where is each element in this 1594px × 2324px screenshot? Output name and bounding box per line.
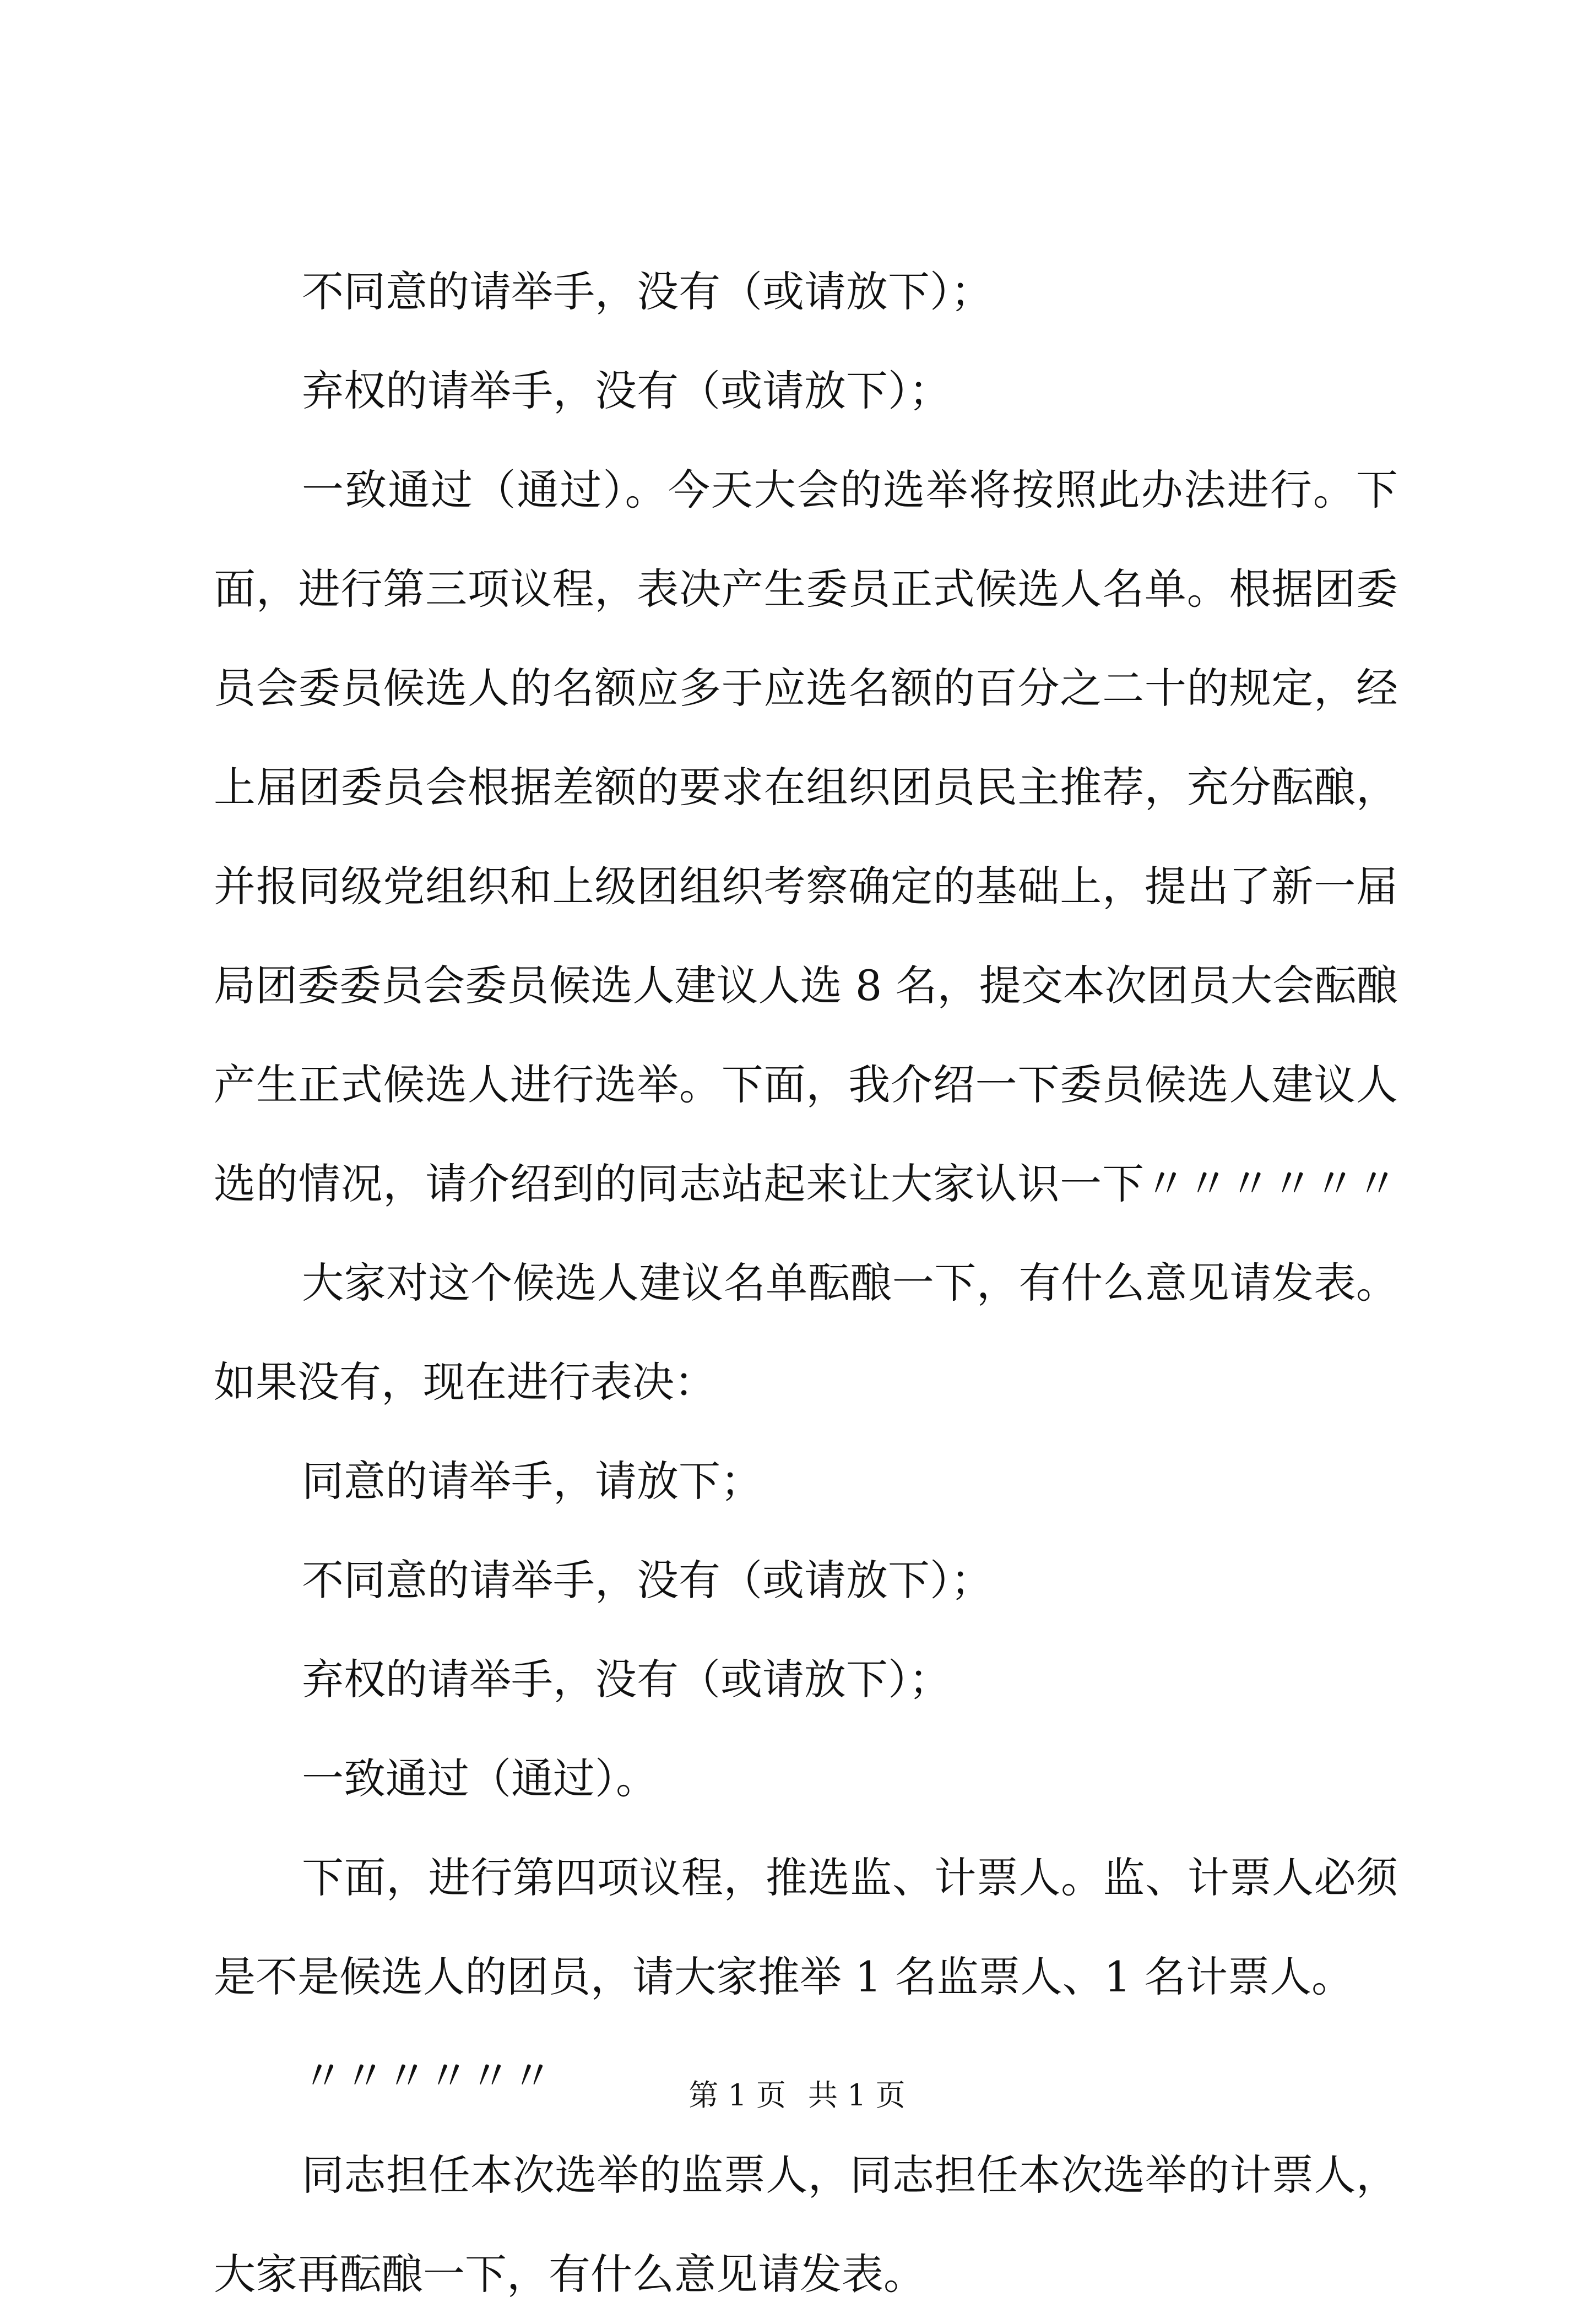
page-total: 共 1 页 — [808, 2078, 906, 2113]
paragraph-line: 产生正式候选人进行选举。下面，我介绍一下委员候选人建议人 — [214, 1060, 1398, 1109]
paragraph-line: 一致通过（通过）。今天大会的选举将按照此办法进行。下 — [302, 465, 1398, 514]
paragraph-line: 员会委员候选人的名额应多于应选名额的百分之二十的规定，经 — [214, 664, 1398, 713]
paragraph-line: 是不是候选人的团员，请大家推举 1 名监票人、1 名计票人。 — [214, 1952, 1354, 2001]
paragraph-line: 一致通过（通过）。 — [302, 1754, 658, 1803]
paragraph-line: 不同意的请举手，没有（或请放下）； — [302, 1556, 993, 1605]
paragraph-line: 如果没有，现在进行表决： — [214, 1358, 716, 1407]
paragraph-line: 大家对这个候选人建议名单酝酿一下，有什么意见请发表。 — [302, 1258, 1398, 1307]
page-footer — [0, 2076, 1594, 2115]
paragraph-line: 〃〃〃〃〃〃 — [302, 2051, 553, 2100]
paragraph-line: 局团委委员会委员候选人建议人选 8 名，提交本次团员大会酝酿 — [214, 961, 1398, 1010]
paragraph-line: 弃权的请举手，没有（或请放下）； — [302, 1655, 951, 1704]
paragraph-line: 选的情况，请介绍到的同志站起来让大家认识一下〃〃〃〃〃〃 — [214, 1159, 1398, 1208]
paragraph-line: 并报同级党组织和上级团组织考察确定的基础上，提出了新一届 — [214, 862, 1398, 911]
document-body — [214, 242, 1398, 2324]
paragraph-line: 同意的请举手，请放下； — [302, 1457, 762, 1506]
paragraph-line: 大家再酝酿一下，有什么意见请发表。 — [214, 2250, 925, 2299]
paragraph-line: 面，进行第三项议程，表决产生委员正式候选人名单。根据团委 — [214, 564, 1398, 613]
paragraph-line: 上届团委员会根据差额的要求在组织团员民主推荐，充分酝酿， — [214, 763, 1398, 812]
paragraph-line: 下面，进行第四项议程，推选监、计票人。监、计票人必须 — [302, 1853, 1398, 1902]
paragraph-line: 同志担任本次选举的监票人，同志担任本次选举的计票人， — [302, 2151, 1398, 2200]
page-number: 第 1 页 — [688, 2078, 786, 2113]
paragraph-line: 不同意的请举手，没有（或请放下）； — [302, 267, 993, 316]
paragraph-line: 弃权的请举手，没有（或请放下）； — [302, 366, 951, 415]
